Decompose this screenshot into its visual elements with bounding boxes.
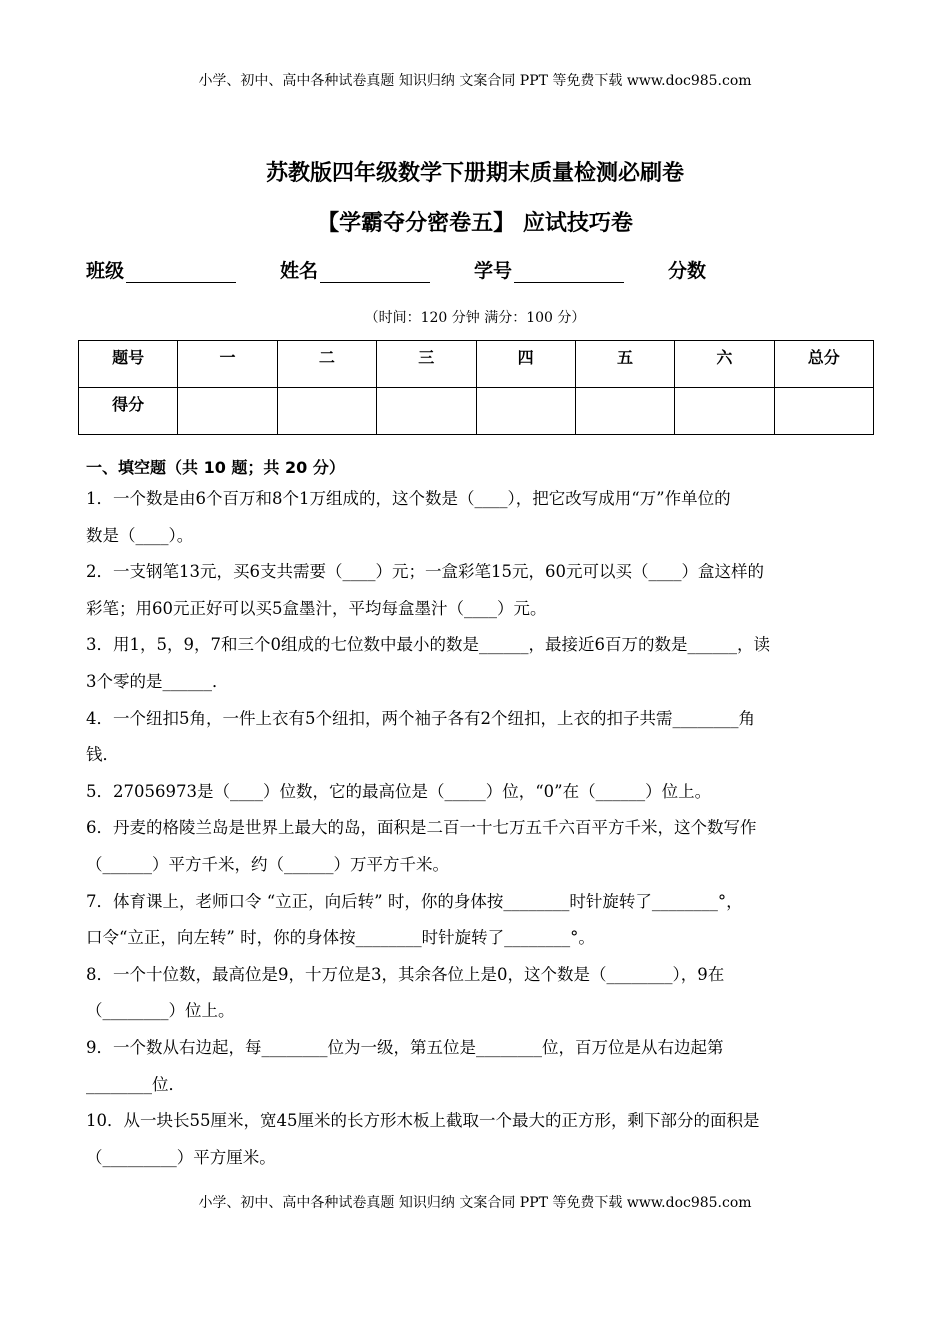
section-title: 一、填空题（共 10 题；共 20 分）	[86, 458, 345, 477]
table-cell: 一	[178, 341, 277, 388]
table-cell: 六	[675, 341, 774, 388]
blank-line	[126, 262, 236, 283]
table-cell	[377, 388, 476, 435]
question-line: 数是（____）。	[86, 525, 194, 545]
class-field: 班级	[86, 256, 236, 283]
student-info	[86, 256, 750, 283]
question-3	[86, 629, 866, 702]
time-info: （时间：120 分钟 满分：100 分）	[364, 310, 586, 326]
question-line: （_________）平方厘米。	[86, 1147, 276, 1167]
question-list	[86, 483, 866, 1178]
question-5	[86, 776, 866, 813]
question-2	[86, 556, 866, 629]
table-cell	[774, 388, 873, 435]
question-4	[86, 703, 866, 776]
table-cell	[575, 388, 674, 435]
table-cell: 四	[476, 341, 575, 388]
question-line: 4．一个纽扣5角，一件上衣有5个纽扣，两个袖子各有2个纽扣，上衣的扣子共需________角	[86, 708, 755, 728]
table-cell: 题号	[79, 341, 178, 388]
question-line: ________位．	[86, 1074, 185, 1094]
page-title: 苏教版四年级数学下册期末质量检测必刷卷	[265, 161, 684, 186]
score-field: 分数	[668, 260, 707, 282]
question-1	[86, 483, 866, 556]
question-line: 3个零的是______．	[86, 671, 229, 691]
table-cell	[675, 388, 774, 435]
question-7	[86, 886, 866, 959]
id-field: 学号	[474, 256, 624, 283]
score-table	[78, 340, 874, 435]
page-header: 小学、初中、高中各种试卷真题 知识归纳 文案合同 PPT 等免费下载 www.doc985.com	[198, 73, 752, 89]
question-8	[86, 959, 866, 1032]
question-9	[86, 1032, 866, 1105]
table-cell	[476, 388, 575, 435]
question-line: 3．用1，5，9，7和三个0组成的七位数中最小的数是______，最接近6百万的数是______，读	[86, 635, 770, 655]
question-line: 7．体育课上，老师口令 “立正，向后转” 时，你的身体按________时针旋转了________°，	[86, 891, 743, 911]
blank-line	[320, 262, 430, 283]
table-cell: 得分	[79, 388, 178, 435]
question-line: 9．一个数从右边起，每________位为一级，第五位是________位，百万位是从右边起第	[86, 1037, 724, 1057]
question-line: 5．27056973是（____）位数，它的最高位是（_____）位，“0”在（______）位上。	[86, 781, 712, 801]
question-line: 2．一支钢笔13元，买6支共需要（____）元；一盒彩笔15元，60元可以买（____）盒这样的	[86, 562, 764, 582]
table-cell: 五	[575, 341, 674, 388]
name-field: 姓名	[280, 256, 430, 283]
question-line: 口令“立正，向左转” 时，你的身体按________时针旋转了________°。	[86, 928, 595, 948]
question-line: 8．一个十位数，最高位是9，十万位是3，其余各位上是0，这个数是（________），9在	[86, 964, 725, 984]
question-line: （________）位上。	[86, 1001, 235, 1021]
question-line: 10．从一块长55厘米，宽45厘米的长方形木板上截取一个最大的正方形，剩下部分的面积是	[86, 1111, 760, 1131]
page-footer: 小学、初中、高中各种试卷真题 知识归纳 文案合同 PPT 等免费下载 www.doc985.com	[198, 1195, 752, 1211]
table-row	[79, 388, 874, 435]
table-cell: 三	[377, 341, 476, 388]
table-cell	[277, 388, 376, 435]
table-cell: 二	[277, 341, 376, 388]
question-line: 1．一个数是由6个百万和8个1万组成的，这个数是（____），把它改写成用“万”作单位的	[86, 489, 731, 508]
question-10	[86, 1105, 866, 1178]
page-subtitle: 【学霸夺分密卷五】 应试技巧卷	[317, 211, 633, 236]
question-line: 彩笔；用60元正好可以买5盒墨汁，平均每盒墨汁（____）元。	[86, 598, 547, 618]
table-cell	[178, 388, 277, 435]
question-line: 6．丹麦的格陵兰岛是世界上最大的岛，面积是二百一十七万五千六百平方千米，这个数写作	[86, 818, 757, 838]
question-line: （______）平方千米，约（______）万平方千米。	[86, 854, 449, 874]
blank-line	[514, 262, 624, 283]
question-6	[86, 812, 866, 885]
question-line: 钱．	[86, 745, 119, 765]
table-header-row	[79, 341, 874, 388]
table-cell: 总分	[774, 341, 873, 388]
